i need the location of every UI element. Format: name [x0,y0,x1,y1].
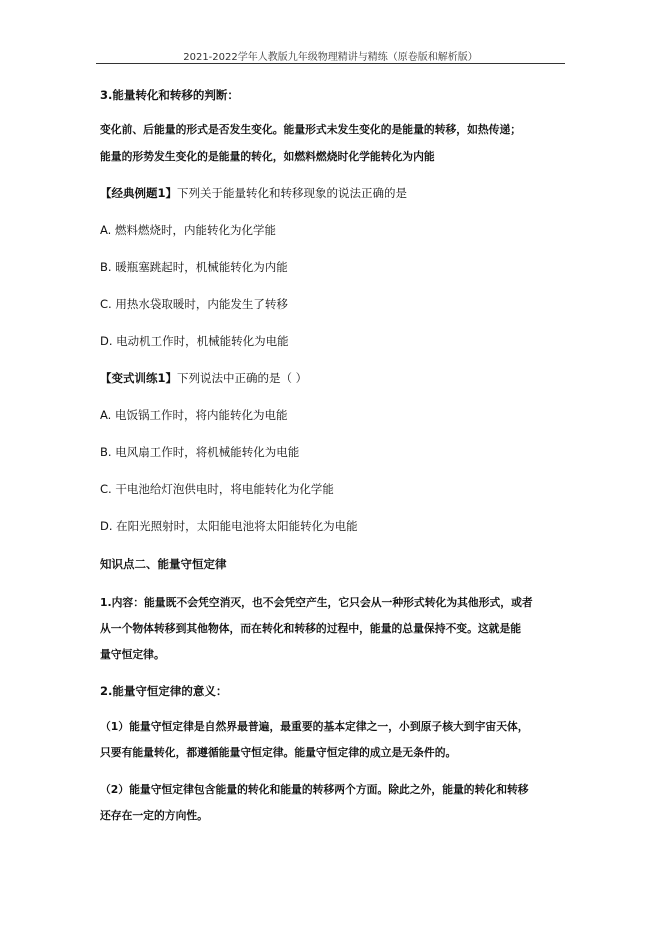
knowledge-heading: 知识点二、能量守恒定律 [100,557,227,571]
option-c: C. 用热水袋取暖时，内能发生了转移 [100,297,288,311]
option-a: A. 电饭锅工作时，将内能转化为电能 [100,408,288,422]
question-text: 下列说法中正确的是（ ） [177,371,308,385]
content-text: 能量既不会凭空消灭，也不会凭空产生，它只会从一种形式转化为其他形式，或者 [144,596,533,609]
option-b: B. 电风扇工作时，将机械能转化为电能 [100,445,300,459]
question-text: 下列关于能量转化和转移现象的说法正确的是 [177,186,408,200]
training-question [100,371,307,385]
paragraph-line: 从一个物体转移到其他物体，而在转化和转移的过程中，能量的总量保持不变。这就是能 [100,622,522,635]
paragraph-line: （1）能量守恒定律是自然界最普遍，最重要的基本定律之一，小到原子核大到宇宙天体， [100,720,529,733]
paragraph-line: 只要有能量转化，都遵循能量守恒定律。能量守恒定律的成立是无条件的。 [100,746,457,759]
option-d: D. 在阳光照射时，太阳能电池将太阳能转化为电能 [100,519,358,533]
paragraph-line: （2）能量守恒定律包含能量的转化和能量的转移两个方面。除此之外，能量的转化和转移 [100,783,529,796]
paragraph-line: 变化前、后能量的形式是否发生变化。能量形式未发生变化的是能量的转移，如热传递； [100,123,522,136]
training-label: 【变式训练1】 [100,371,178,385]
page-header: 2021-2022学年人教版九年级物理精讲与精练（原卷版和解析版） [183,52,478,63]
header-divider [96,63,565,64]
content-label: 1.内容： [100,596,145,609]
paragraph-line [100,596,533,610]
option-d: D. 电动机工作时，机械能转化为电能 [100,334,289,348]
option-a: A. 燃料燃烧时，内能转化为化学能 [100,223,276,237]
paragraph-line: 量守恒定律。 [100,648,165,661]
example-label: 【经典例题1】 [100,186,178,200]
meaning-heading: 2.能量守恒定律的意义： [100,684,228,698]
option-c: C. 干电池给灯泡供电时，将电能转化为化学能 [100,482,334,496]
paragraph-line: 还存在一定的方向性。 [100,809,208,822]
section-heading: 3.能量转化和转移的判断： [100,88,239,102]
option-b: B. 暖瓶塞跳起时，机械能转化为内能 [100,260,288,274]
paragraph-line: 能量的形势发生变化的是能量的转化，如燃料燃烧时化学能转化为内能 [100,150,435,163]
example-question [100,186,407,200]
